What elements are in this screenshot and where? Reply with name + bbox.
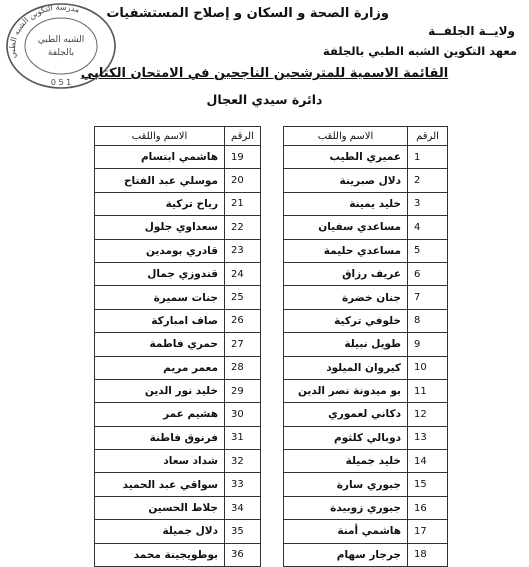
candidate-name: رياح تركية [95,192,225,215]
table-row [284,239,448,262]
candidate-name: دكاني لعموري [284,403,408,426]
table-row [284,333,448,356]
column-header-name: الاسم واللقب [284,127,408,146]
row-number: 24 [225,262,261,285]
candidate-name: هاشمي ابتسام [95,146,225,169]
row-number: 36 [225,543,261,566]
right-names-table [283,126,448,567]
candidate-name: مساعدي سفيان [284,216,408,239]
row-number: 28 [225,356,261,379]
row-number: 30 [225,403,261,426]
table-row [95,216,261,239]
candidate-name: عريف رزاق [284,262,408,285]
row-number: 13 [408,426,448,449]
table-row [284,496,448,519]
candidate-name: طويل نبيلة [284,333,408,356]
candidate-name: قندوزي جمال [95,262,225,285]
table-row [95,520,261,543]
candidate-name: صاف امباركة [95,309,225,332]
row-number: 11 [408,379,448,402]
table-row [95,309,261,332]
row-number: 5 [408,239,448,262]
table-row [284,356,448,379]
table-row [284,403,448,426]
candidate-name: بو ميدونة نصر الدين [284,379,408,402]
stamp-digits: 0 5 1 [50,78,72,87]
table-row [95,192,261,215]
left-names-table [94,126,261,567]
table-row [95,239,261,262]
table-row [95,426,261,449]
table-row [284,450,448,473]
row-number: 14 [408,450,448,473]
row-number: 25 [225,286,261,309]
table-row [95,333,261,356]
candidate-name: جنات سميرة [95,286,225,309]
column-header-name: الاسم واللقب [95,127,225,146]
table-row [284,520,448,543]
candidate-name: سعداوي جلول [95,216,225,239]
row-number: 15 [408,473,448,496]
candidate-name: كيروان الميلود [284,356,408,379]
row-number: 27 [225,333,261,356]
row-number: 22 [225,216,261,239]
row-number: 31 [225,426,261,449]
wilaya-header: ولايــة الجلفــة [428,24,515,38]
stamp-ring-text: مدرسة التكوين الشبه الطبي [7,2,81,60]
row-number: 29 [225,379,261,402]
candidate-name: دلال صبرينة [284,169,408,192]
table-row [284,309,448,332]
row-number: 3 [408,192,448,215]
column-header-number: الرقم [225,127,261,146]
table-row [95,146,261,169]
candidate-name: جلاط الحسين [95,496,225,519]
table-row [95,286,261,309]
table-row [95,379,261,402]
candidate-name: بوطويجينة محمد [95,543,225,566]
candidate-name: دلال جميلة [95,520,225,543]
candidate-name: جرجار سهام [284,543,408,566]
row-number: 21 [225,192,261,215]
row-number: 1 [408,146,448,169]
row-number: 32 [225,450,261,473]
stamp-center-line1: الشبه الطبي [37,35,85,45]
row-number: 34 [225,496,261,519]
table-row [95,356,261,379]
candidate-name: جبوري سارة [284,473,408,496]
candidate-name: هاشمي أمنة [284,520,408,543]
table-row [284,169,448,192]
row-number: 18 [408,543,448,566]
institute-header: معهد التكوين الشبه الطبي بالجلفة [323,44,517,58]
candidate-name: جبوري زوبيدة [284,496,408,519]
table-row [95,473,261,496]
column-header-number: الرقم [408,127,448,146]
candidate-name: خليد نور الدين [95,379,225,402]
row-number: 9 [408,333,448,356]
row-number: 6 [408,262,448,285]
table-row [284,146,448,169]
candidate-name: حمري فاطمة [95,333,225,356]
row-number: 7 [408,286,448,309]
table-row [95,262,261,285]
candidate-name: موسلي عبد الفتاح [95,169,225,192]
row-number: 17 [408,520,448,543]
row-number: 35 [225,520,261,543]
table-row [284,286,448,309]
list-title: القائمة الاسمية للمترشحين الناجحين في الامتحان الكتابي [80,66,449,81]
row-number: 12 [408,403,448,426]
candidate-name: فرنوق فاطنة [95,426,225,449]
table-row [95,450,261,473]
row-number: 20 [225,169,261,192]
table-row [284,262,448,285]
stamp-center-line2: بالجلفة [47,48,75,58]
table-row [284,216,448,239]
candidate-name: خلوفي تركية [284,309,408,332]
ministry-header: وزارة الصحة و السكان و إصلاح المستشفيات [106,6,389,21]
district-title: دائرة سيدي العجال [206,92,323,107]
candidate-name: دوبالي كلثوم [284,426,408,449]
row-number: 10 [408,356,448,379]
row-number: 23 [225,239,261,262]
candidate-name: معمر مريم [95,356,225,379]
row-number: 16 [408,496,448,519]
table-row [95,496,261,519]
candidate-name: قادري بومدين [95,239,225,262]
candidate-name: شداد سعاد [95,450,225,473]
row-number: 26 [225,309,261,332]
table-row [284,426,448,449]
candidate-name: خليد جميلة [284,450,408,473]
row-number: 8 [408,309,448,332]
row-number: 4 [408,216,448,239]
row-number: 2 [408,169,448,192]
table-row [284,543,448,566]
candidate-name: سواقي عبد الحميد [95,473,225,496]
candidate-name: هشيم عمر [95,403,225,426]
row-number: 33 [225,473,261,496]
candidate-name: خليد يمينة [284,192,408,215]
table-row [284,473,448,496]
table-row [95,403,261,426]
table-row [284,379,448,402]
table-row [284,192,448,215]
candidate-name: جنان خضرة [284,286,408,309]
candidate-name: مساعدي حليمة [284,239,408,262]
candidate-name: عميري الطيب [284,146,408,169]
table-row [95,169,261,192]
row-number: 19 [225,146,261,169]
table-row [95,543,261,566]
